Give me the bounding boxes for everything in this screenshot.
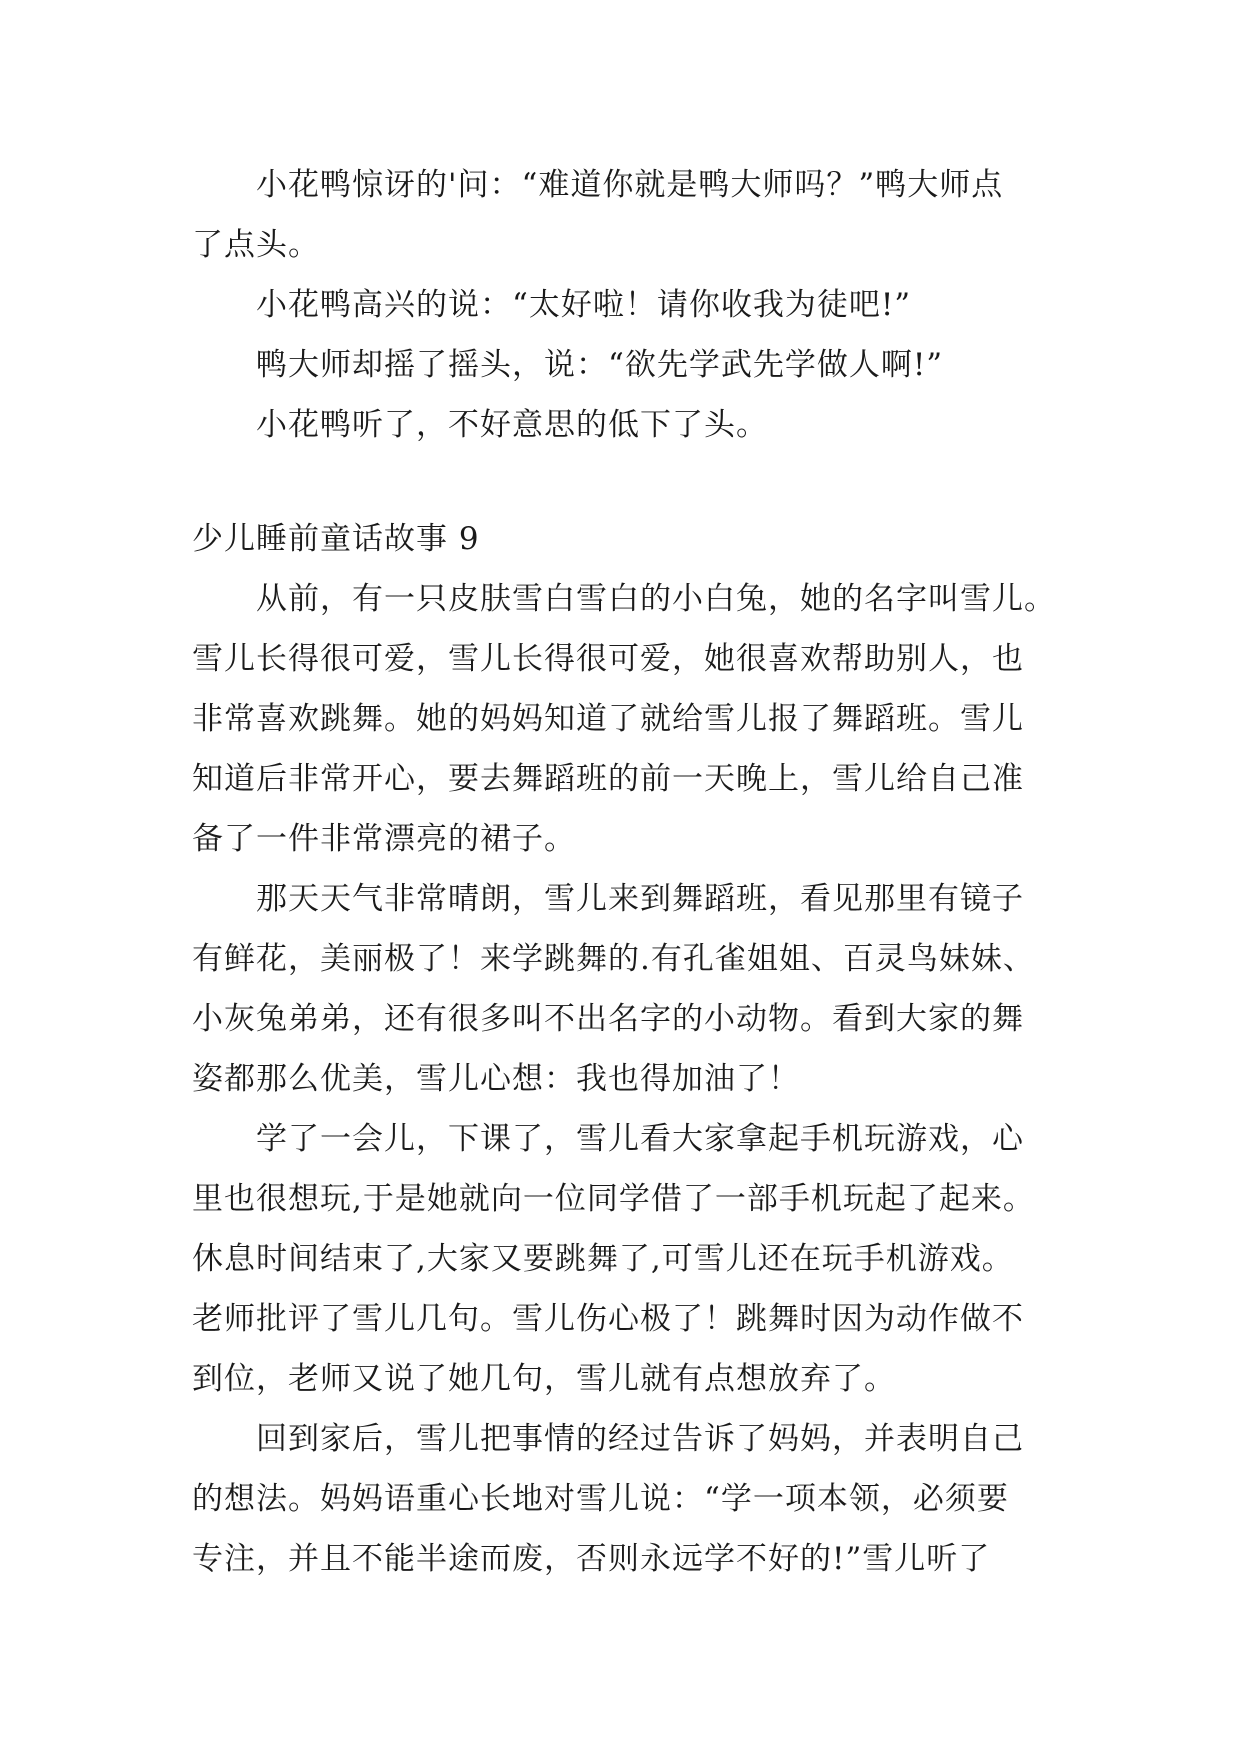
text-line: 到位，老师又说了她几句，雪儿就有点想放弃了。	[192, 1361, 896, 1397]
paragraph-phone-games	[192, 1109, 1062, 1409]
text-line: 从前，有一只皮肤雪白雪白的小白兔，她的名字叫雪儿。	[256, 581, 1056, 617]
text-line: 鸭大师却摇了摇头，说：“欲先学武先学做人啊!”	[256, 347, 944, 383]
paragraph-dance-class	[192, 869, 1062, 1109]
paragraph-mother-advice	[192, 1409, 1062, 1589]
text-line: 有鲜花，美丽极了！来学跳舞的.有孔雀姐姐、百灵鸟妹妹、	[192, 941, 1035, 977]
text-line: 休息时间结束了,大家又要跳舞了,可雪儿还在玩手机游戏。	[192, 1241, 1014, 1277]
text-line: 小花鸭听了，不好意思的低下了头。	[256, 407, 768, 443]
text-line: 那天天气非常晴朗，雪儿来到舞蹈班，看见那里有镜子	[256, 881, 1024, 917]
text-line: 小灰兔弟弟，还有很多叫不出名字的小动物。看到大家的舞	[192, 1001, 1024, 1037]
paragraph-snow-intro	[192, 569, 1062, 869]
text-line: 老师批评了雪儿几句。雪儿伤心极了！跳舞时因为动作做不	[192, 1301, 1024, 1337]
text-line: 知道后非常开心，要去舞蹈班的前一天晚上，雪儿给自己准	[192, 761, 1024, 797]
text-line: 小花鸭高兴的说：“太好啦！请你收我为徒吧!”	[256, 287, 912, 323]
text-line: 非常喜欢跳舞。她的妈妈知道了就给雪儿报了舞蹈班。雪儿	[192, 701, 1024, 737]
document-page	[192, 155, 1062, 1589]
story-title: 少儿睡前童话故事 9	[192, 521, 480, 557]
paragraph-master-reply	[192, 335, 1062, 395]
text-line: 备了一件非常漂亮的裙子。	[192, 821, 576, 857]
text-line: 的想法。妈妈语重心长地对雪儿说：“学一项本领，必须要	[192, 1481, 1009, 1517]
text-line: 雪儿长得很可爱，雪儿长得很可爱，她很喜欢帮助别人，也	[192, 641, 1024, 677]
text-line: 学了一会儿，下课了，雪儿看大家拿起手机玩游戏，心	[256, 1121, 1024, 1157]
text-line: 姿都那么优美，雪儿心想：我也得加油了！	[192, 1061, 800, 1097]
paragraph-duck-happy	[192, 275, 1062, 335]
paragraph-duck-shy	[192, 395, 1062, 455]
text-line: 小花鸭惊讶的'问：“难道你就是鸭大师吗？”鸭大师点	[256, 167, 1004, 203]
paragraph-duck-question	[192, 155, 1062, 275]
text-line: 回到家后，雪儿把事情的经过告诉了妈妈，并表明自己	[256, 1421, 1024, 1457]
text-line: 里也很想玩,于是她就向一位同学借了一部手机玩起了起来。	[192, 1181, 1035, 1217]
text-line: 了点头。	[192, 227, 320, 263]
text-line: 专注，并且不能半途而废，否则永远学不好的!”雪儿听了	[192, 1541, 991, 1577]
